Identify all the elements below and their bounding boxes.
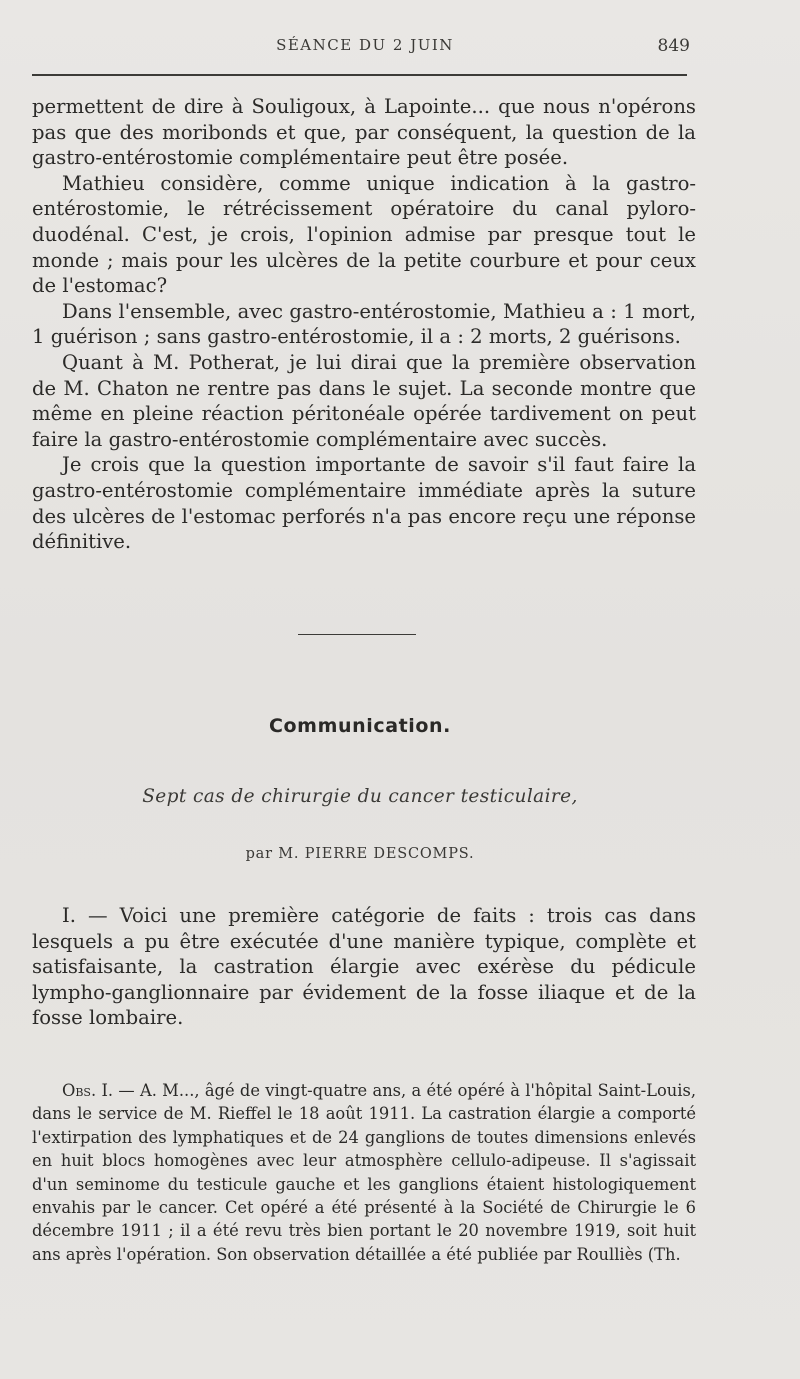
discussion-text [32,94,696,555]
intro-paragraph: I. — Voici une première catégorie de faits : trois cas dans lesquels a pu être exécutée d'une manière typique, complète et satisfaisante, la castration élargie avec exérèse du pédicule lympho-ganglionnaire par évidement de la fosse iliaque et de la fosse lombaire. [32,904,696,1030]
running-head [0,36,800,58]
observation-text: — A. M..., âgé de vingt-quatre ans, a été opéré à l'hôpital Saint-Louis, dans le service de M. Rieffel le 18 août 1911. La castration élargie a comporté l'extirpation des lymphatiques et de 24 ganglions de toutes dimensions enlevés en huit blocs homogènes avec leur atmosphère cellulo-adipeuse. Il s'agissait d'un seminome du testicule gauche et les ganglions étaient histologiquement envahis par le cancer. Cet opéré a été présenté à la Société de Chirurgie le 6 décembre 1911 ; il a été revu très bien portant le 20 novembre 1919, soit huit ans après l'opération. Son observation détaillée a été publiée par Roulliès (Th. [32,1081,696,1264]
observation-block [32,1079,696,1266]
paragraph: Dans l'ensemble, avec gastro-entérostomie, Mathieu a : 1 mort, 1 guérison ; sans gastro-entérostomie, il a : 2 morts, 2 guérisons. [32,299,696,349]
header-rule [32,74,687,76]
article-title: Sept cas de chirurgie du cancer testiculaire, [142,786,578,807]
section-divider [298,634,416,635]
paragraph: Mathieu considère, comme unique indication à la gastro-entérostomie, le rétrécissement opératoire du canal pyloro-duodénal. C'est, je crois, l'opinion admise par presque tout le monde ; mais pour les ulcères de la petite courbure et pour ceux de l'estomac? [32,171,696,298]
paragraph-continuation: permettent de dire à Souligoux, à Lapointe... que nous n'opérons pas que des moribonds et que, par conséquent, la question de la gastro-entérostomie complémentaire peut être posée. [32,95,696,170]
paragraph: Quant à M. Potherat, je lui dirai que la première observation de M. Chaton ne rentre pas dans le sujet. La seconde montre que même en pleine réaction péritonéale opérée tardivement on peut faire la gastro-entérostomie complémentaire avec succès. [32,350,696,451]
running-title: SÉANCE DU 2 JUIN [276,36,454,54]
section-heading: Communication. [268,715,452,737]
paragraph: Je crois que la question importante de savoir s'il faut faire la gastro-entérostomie complémentaire immédiate après la suture des ulcères de l'estomac perforés n'a pas encore reçu une réponse définitive. [32,453,696,554]
article-intro [32,903,696,1031]
page-number: 849 [657,36,690,56]
author-byline: par M. PIERRE DESCOMPS. [245,846,475,862]
observation-paragraph [32,1079,696,1266]
observation-label: Obs. I. [62,1081,114,1100]
